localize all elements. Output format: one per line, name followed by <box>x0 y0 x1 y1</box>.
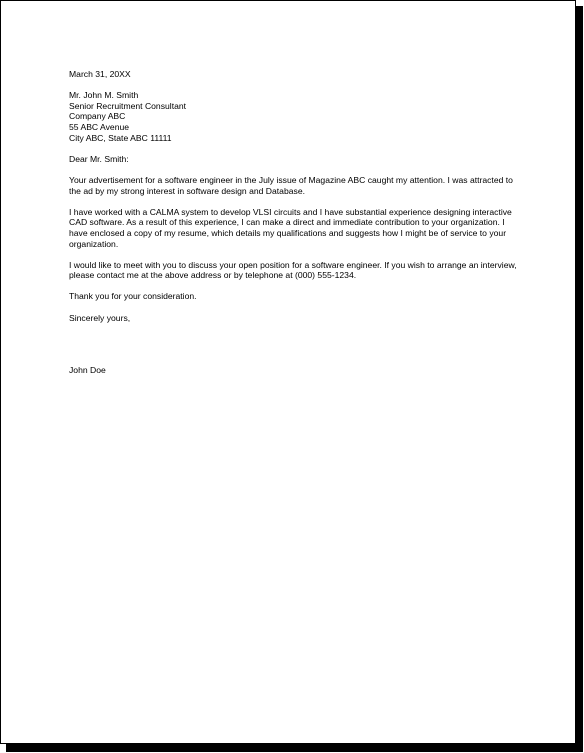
signature-name: John Doe <box>69 365 106 376</box>
recipient-city: City ABC, State ABC 11111 <box>69 132 172 143</box>
cover-letter <box>69 69 517 376</box>
body-paragraph-3: I would like to meet with you to discuss your open position for a software engineer. If you wish to arrange an interview, please contact me at the above address or by telephone at (000) 555-1234. <box>69 259 517 281</box>
recipient-name: Mr. John M. Smith <box>69 90 139 101</box>
page-shadow-right <box>576 6 583 752</box>
recipient-title: Senior Recruitment Consultant <box>69 100 187 111</box>
body-paragraph-1: Your advertisement for a software engineer in the July issue of Magazine ABC caught my attention. I was attracted to the ad by my strong interest in software design and Database. <box>69 174 513 196</box>
letter-date: March 31, 20XX <box>69 69 131 79</box>
salutation: Dear Mr. Smith: <box>69 153 129 164</box>
recipient-company: Company ABC <box>69 111 126 122</box>
body-paragraph-4: Thank you for your consideration. <box>69 291 197 302</box>
page-shadow-bottom <box>6 744 583 752</box>
recipient-address-block <box>69 90 517 143</box>
recipient-street: 55 ABC Avenue <box>69 121 130 132</box>
closing: Sincerely yours, <box>69 312 131 323</box>
body-paragraph-2: I have worked with a CALMA system to develop VLSI circuits and I have substantial experience designing interactive CAD software. As a result of this experience, I can make a direct and immediate contribution to your organization. I have enclosed a copy of my resume, which details my qualifications and suggests how I might be of service to your organization. <box>69 206 512 249</box>
